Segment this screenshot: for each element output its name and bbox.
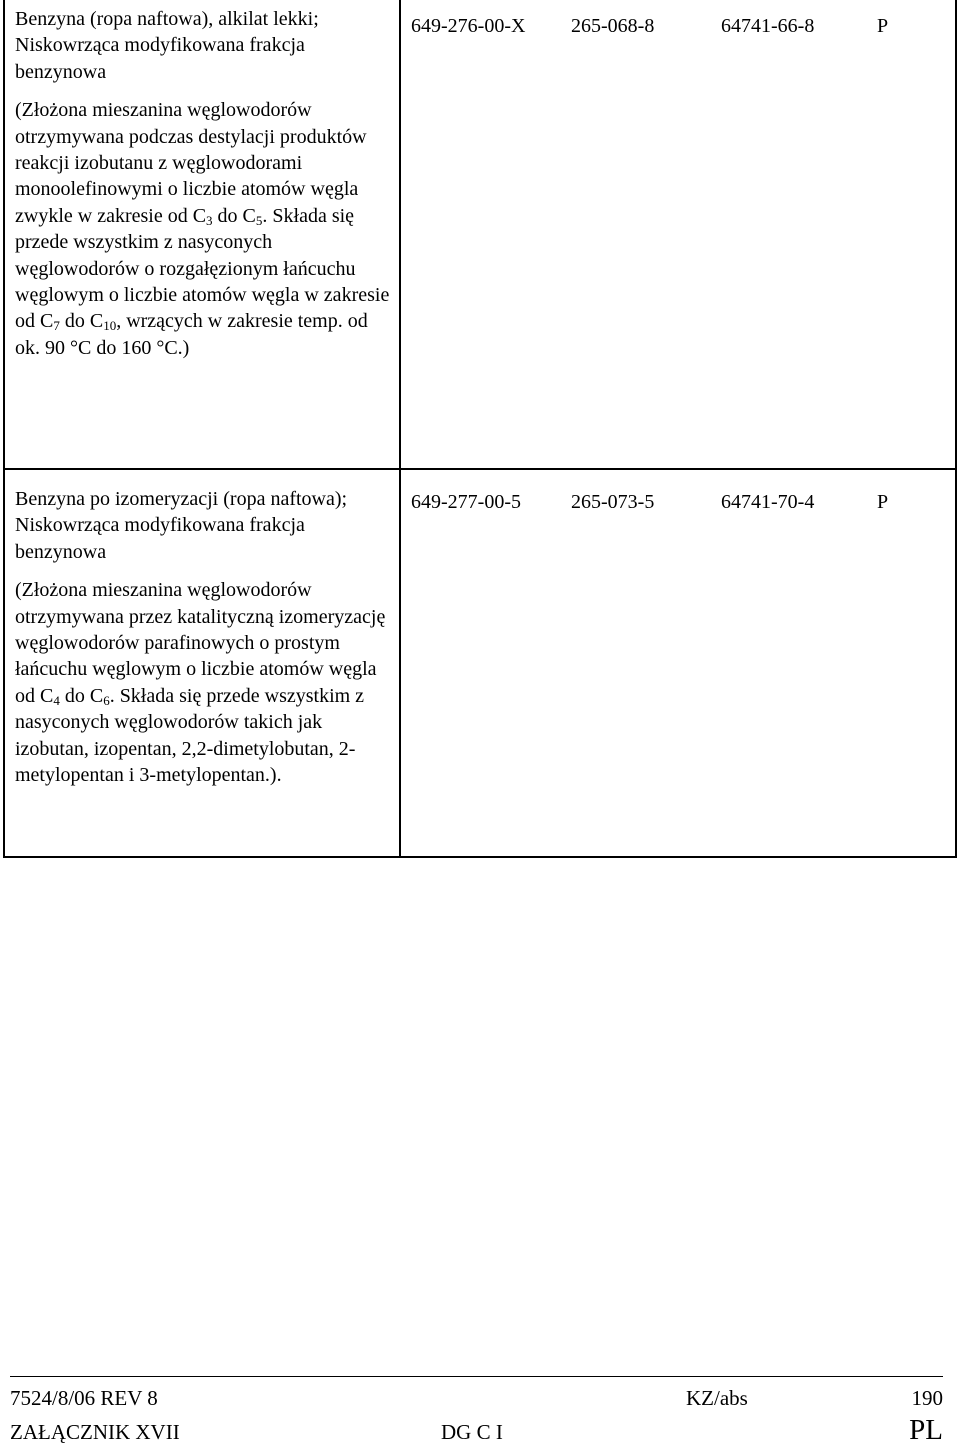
author-initials: KZ/abs xyxy=(686,1386,748,1410)
substance-codes-cell xyxy=(400,0,956,469)
substance-description-cell xyxy=(4,469,400,857)
substance-table xyxy=(3,0,957,858)
document-reference: 7524/8/06 REV 8 xyxy=(10,1386,158,1410)
index-number: 649-276-00-X xyxy=(411,15,526,37)
index-number: 649-277-00-5 xyxy=(411,491,521,513)
note-code: P xyxy=(877,15,889,37)
note-code: P xyxy=(877,491,889,513)
substance-description: (Złożona mieszanina węglowodorów otrzymywana przez katalityczną izomeryzację węglowodorów parafinowych o prostym łańcuchu węglowym o liczbie atomów węgla od $C_4$ do $C_6$. Składa się przede wszystkim z nasyconych węglowodorów takich jak izobutan, izopentan, 2,2-dimetylobutan, 2-metylopentan i 3-metylopentan.). xyxy=(15,579,386,787)
footer-line-1 xyxy=(10,1385,943,1411)
substance-name: Benzyna po izomeryzacji (ropa naftowa); Niskowrząca modyfikowana frakcja benzynowa xyxy=(15,488,348,563)
table-row xyxy=(4,469,956,857)
ec-number: 265-073-5 xyxy=(571,491,655,513)
language-code: PL xyxy=(909,1414,943,1446)
table-row xyxy=(4,0,956,469)
page-footer xyxy=(10,1376,943,1446)
page-number: 190 xyxy=(911,1386,943,1410)
codes-row xyxy=(401,0,955,52)
substance-description-cell xyxy=(4,0,400,469)
cas-number: 64741-66-8 xyxy=(721,15,815,37)
codes-row xyxy=(401,470,955,530)
ec-number: 265-068-8 xyxy=(571,15,655,37)
annex-label: ZAŁĄCZNIK XVII xyxy=(10,1420,180,1444)
directorate-label: DG C I xyxy=(441,1420,503,1444)
footer-line-2 xyxy=(10,1414,943,1446)
substance-codes-cell xyxy=(400,469,956,857)
substance-name: Benzyna (ropa naftowa), alkilat lekki; Niskowrząca modyfikowana frakcja benzynowa xyxy=(15,8,319,83)
substance-description: (Złożona mieszanina węglowodorów otrzymywana podczas destylacji produktów reakcji izobutanu z węglowodorami monoolefinowymi o liczbie atomów węgla zwykle w zakresie od $C_3$ do $C_5$. Składa się przede wszystkim z nasyconych węglowodorów o rozgałęzionym łańcuchu węglowym o liczbie atomów węgla w zakresie od $C_7$ do $C_{10}$, wrzących w zakresie temp. od ok. 90 °C do 160 °C.) xyxy=(15,99,390,359)
cas-number: 64741-70-4 xyxy=(721,491,815,513)
